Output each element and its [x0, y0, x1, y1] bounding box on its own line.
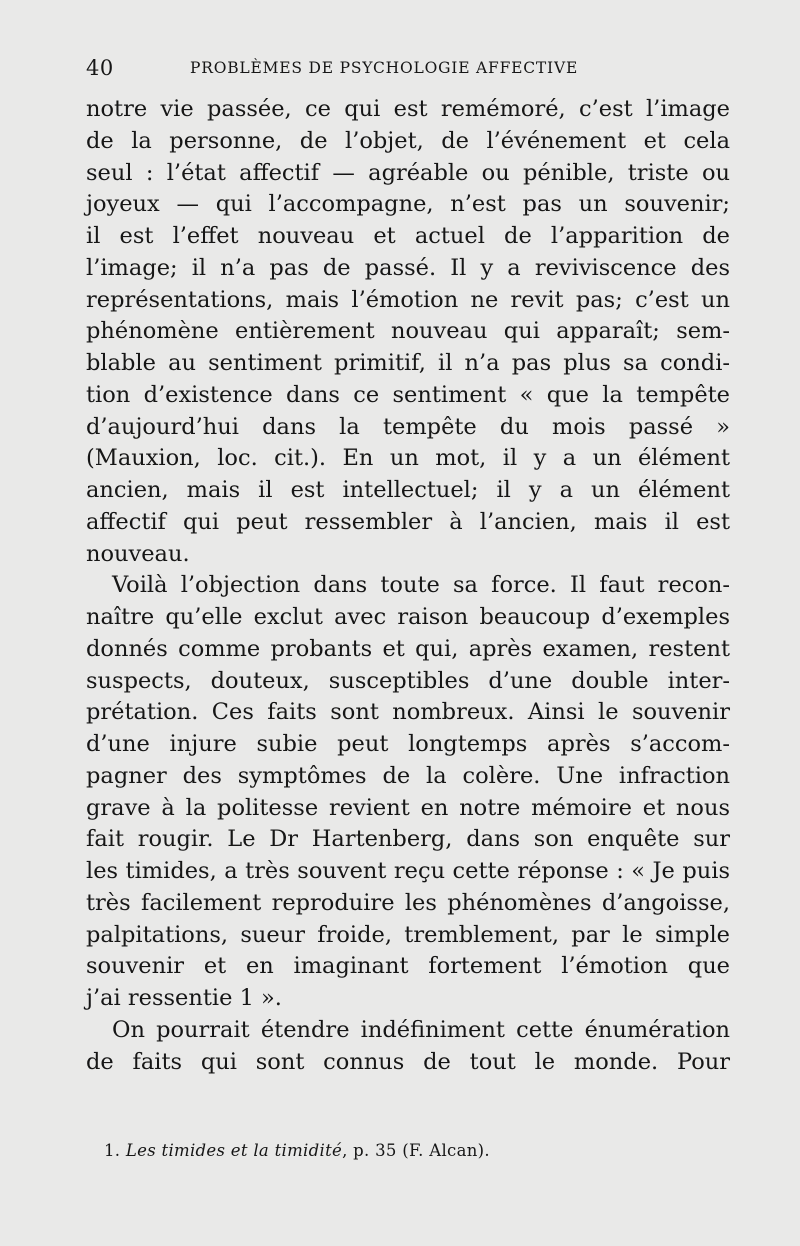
text-line: les timides, a très souvent reçu cette réponse : « Je puis: [86, 858, 730, 884]
text-line: il est l’effet nouveau et actuel de l’apparition de: [86, 223, 730, 249]
text-line: suspects, douteux, susceptibles d’une double inter-: [86, 667, 730, 694]
text-line: blable au sentiment primitif, il n’a pas plus sa condi-: [86, 350, 730, 376]
text-line: représentations, mais l’émotion ne revit pas; c’est un: [86, 286, 730, 313]
text-line: phénomène entièrement nouveau qui apparaît; sem-: [86, 318, 730, 345]
text-line: d’une injure subie peut longtemps après s’accom-: [86, 731, 730, 757]
paragraph-end-line: j’ai ressentie 1 ».: [86, 985, 282, 1011]
text-line: de la personne, de l’objet, de l’événement et cela: [86, 127, 730, 154]
footnote-number: 1.: [104, 1141, 121, 1160]
text-line: de faits qui sont connus de tout le monde. Pour: [86, 1048, 730, 1075]
running-title: PROBLÈMES DE PSYCHOLOGIE AFFECTIVE: [190, 59, 579, 77]
body-text: [86, 94, 730, 1078]
page-number: 40: [86, 56, 114, 80]
text-line: (Mauxion, loc. cit.). En un mot, il y a un élément: [86, 445, 730, 472]
text-line: grave à la politesse revient en notre mémoire et nous: [86, 794, 730, 821]
text-line: d’aujourd’hui dans la tempête du mois passé »: [86, 413, 730, 440]
text-line: notre vie passée, ce qui est remémoré, c’est l’image: [86, 96, 730, 122]
text-line: ancien, mais il est intellectuel; il y a un élément: [86, 477, 730, 503]
text-line: l’image; il n’a pas de passé. Il y a reviviscence des: [86, 254, 730, 281]
text-line: prétation. Ces faits sont nombreux. Ainsi le souvenir: [86, 699, 730, 726]
text-line: tion d’existence dans ce sentiment « que la tempête: [86, 381, 730, 408]
text-line: affectif qui peut ressembler à l’ancien, mais il est: [86, 508, 730, 535]
text-line: palpitations, sueur froide, tremblement, par le simple: [86, 921, 730, 948]
text-line: souvenir et en imaginant fortement l’émotion que: [86, 953, 730, 980]
text-line: naître qu’elle exclut avec raison beaucoup d’exemples: [86, 604, 730, 630]
paragraph-end-line: nouveau.: [86, 540, 190, 567]
text-line: donnés comme probants et qui, après examen, restent: [86, 635, 730, 662]
page-header: [86, 56, 646, 86]
footnote-citation: , p. 35 (F. Alcan).: [342, 1141, 490, 1160]
footnote: [104, 1141, 490, 1160]
text-line: fait rougir. Le Dr Hartenberg, dans son enquête sur: [86, 826, 730, 853]
text-line: joyeux — qui l’accompagne, n’est pas un souvenir;: [86, 191, 730, 218]
text-line: très facilement reproduire les phénomènes d’angoisse,: [86, 889, 730, 916]
footnote-title: Les timides et la timidité: [125, 1141, 343, 1160]
text-line: pagner des symptômes de la colère. Une infraction: [86, 762, 730, 789]
paragraph-start-line: On pourrait étendre indéfiniment cette énumération: [112, 1016, 730, 1043]
paragraph-start-line: Voilà l’objection dans toute sa force. Il faut recon-: [112, 572, 730, 599]
text-line: seul : l’état affectif — agréable ou pénible, triste ou: [86, 159, 730, 186]
